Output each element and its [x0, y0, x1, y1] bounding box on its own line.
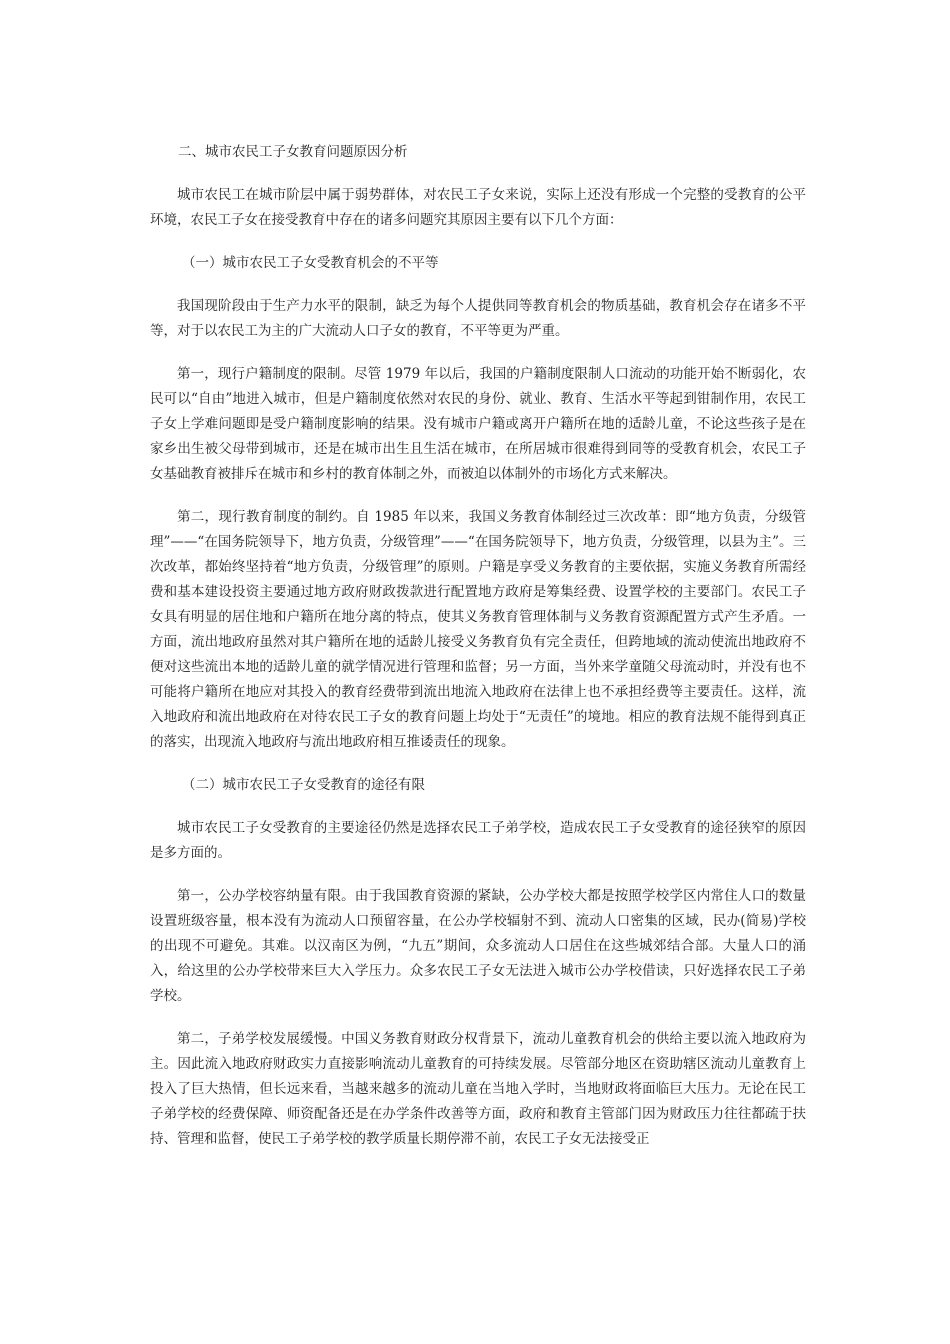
paragraph: 我国现阶段由于生产力水平的限制，缺乏为每个人提供同等教育机会的物质基础，教育机会存在诸多不平等，对于以农民工为主的广大流动人口子女的教育，不平等更为严重。	[150, 298, 806, 339]
paragraph: 第二，现行教育制度的制约。自 1985 年以来，我国义务教育体制经过三次改革：即“地方负责，分级管理”——“在国务院领导下，地方负责，分级管理”——“在国务院领导下，地方负责，分级管理，以县为主”。三次改革，都始终坚持着“地方负责，分级管理”的原则。户籍是享受义务教育的主要依据，实施义务教育所需经费和基本建设投资主要通过地方政府财政拨款进行配置地方政府是筹集经费、设置学校的主要部门。农民工子女具有明显的居住地和户籍所在地分离的特点，使其义务教育管理体制与义务教育资源配置方式产生矛盾。一方面，流出地政府虽然对其户籍所在地的适龄儿接受义务教育负有完全责任，但跨地域的流动使流出地政府不便对这些流出本地的适龄儿童的就学情况进行管理和监督；另一方面，当外来学童随父母流动时，并没有也不可能将户籍所在地应对其投入的教育经费带到流出地流入地政府在法律上也不承担经费等主要责任。这样，流入地政府和流出地政府在对待农民工子女的教育问题上均处于“无责任”的境地。相应的教育法规不能得到真正的落实，出现流入地政府与流出地政府相互推诿责任的现象。	[150, 509, 806, 750]
subsection-title-2: （二）城市农民工子女受教育的途径有限	[182, 777, 425, 793]
paragraph: 第一，公办学校容纳量有限。由于我国教育资源的紧缺，公办学校大都是按照学校学区内常住人口的数量设置班级容量，根本没有为流动人口预留容量，在公办学校辐射不到、流动人口密集的区域，民办(简易)学校的出现不可避免。其难。以汉南区为例，“九五”期间，众多流动人口居住在这些城郊结合部。大量人口的涌入，给这里的公办学校带来巨大入学压力。众多农民工子女无法进入城市公办学校借读，只好选择农民工子弟学校。	[150, 888, 806, 1004]
paragraph: 第二，子弟学校发展缓慢。中国义务教育财政分权背景下，流动儿童教育机会的供给主要以流入地政府为主。因此流入地政府财政实力直接影响流动儿童教育的可持续发展。尽管部分地区在资助辖区流动儿童教育上投入了巨大热情，但长远来看，当越来越多的流动儿童在当地入学时，当地财政将面临巨大压力。无论在民工子弟学校的经费保障、师资配备还是在办学条件改善等方面，政府和教育主管部门因为财政压力往往都疏于扶持、管理和监督，使民工子弟学校的教学质量长期停滞不前，农民工子女无法接受正	[150, 1031, 806, 1147]
intro-paragraph: 城市农民工在城市阶层中属于弱势群体，对农民工子女来说，实际上还没有形成一个完整的受教育的公平环境，农民工子女在接受教育中存在的诸多问题究其原因主要有以下几个方面：	[150, 187, 806, 228]
subsection-title-1: （一）城市农民工子女受教育机会的不平等	[182, 255, 439, 271]
paragraph: 第一，现行户籍制度的限制。尽管 1979 年以后，我国的户籍制度限制人口流动的功能开始不断弱化，农民可以“自由”地进入城市，但是户籍制度依然对农民的身份、就业、教育、生活水平等起到钳制作用，农民工子女上学难问题即是受户籍制度影响的结果。没有城市户籍或离开户籍所在地的适龄儿童，不论这些孩子是在家乡出生被父母带到城市，还是在城市出生且生活在城市，在所居城市很难得到同等的受教育机会，农民工子女基础教育被排斥在城市和乡村的教育体制之外，而被迫以体制外的市场化方式来解决。	[150, 366, 806, 482]
document-page	[150, 140, 806, 1170]
section-heading: 二、城市农民工子女教育问题原因分析	[178, 144, 408, 160]
paragraph: 城市农民工子女受教育的主要途径仍然是选择农民工子弟学校，造成农民工子女受教育的途径狭窄的原因是多方面的。	[150, 820, 806, 861]
